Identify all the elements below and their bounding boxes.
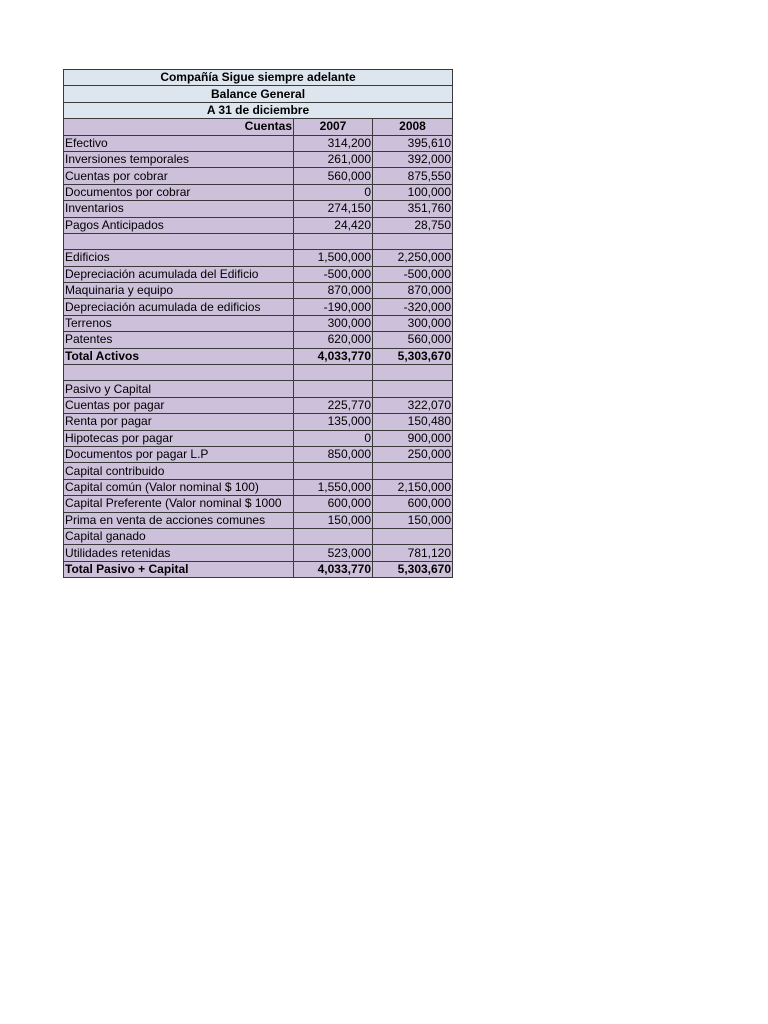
balance-sheet-table	[63, 69, 453, 578]
account-cell: Depreciación acumulada del Edificio	[64, 266, 294, 282]
value-2008-cell: 875,550	[373, 168, 453, 184]
value-2007-cell: 4,033,770	[294, 561, 373, 577]
account-cell: Patentes	[64, 332, 294, 348]
value-2008-cell: 351,760	[373, 201, 453, 217]
value-2008-cell: 150,000	[373, 512, 453, 528]
value-2007-cell: 850,000	[294, 446, 373, 462]
value-2008-cell: 28,750	[373, 217, 453, 233]
table-row	[64, 266, 453, 282]
account-cell: Depreciación acumulada de edificios	[64, 299, 294, 315]
table-row	[64, 217, 453, 233]
value-2008-cell: 600,000	[373, 496, 453, 512]
report-date-row	[64, 102, 453, 118]
table-row	[64, 315, 453, 331]
value-2007-cell	[294, 233, 373, 249]
account-cell: Edificios	[64, 250, 294, 266]
report-date: A 31 de diciembre	[64, 102, 453, 118]
value-2007-cell: 1,550,000	[294, 479, 373, 495]
value-2007-cell: 620,000	[294, 332, 373, 348]
value-2007-cell: -190,000	[294, 299, 373, 315]
table-row	[64, 430, 453, 446]
account-cell: Pasivo y Capital	[64, 381, 294, 397]
account-cell: Documentos por pagar L.P	[64, 446, 294, 462]
value-2007-cell: -500,000	[294, 266, 373, 282]
table-row	[64, 397, 453, 413]
value-2008-cell	[373, 233, 453, 249]
value-2007-cell: 261,000	[294, 151, 373, 167]
table-row	[64, 184, 453, 200]
table-row	[64, 299, 453, 315]
account-cell: Prima en venta de acciones comunes	[64, 512, 294, 528]
column-header-2008: 2008	[373, 119, 453, 135]
value-2007-cell: 225,770	[294, 397, 373, 413]
value-2008-cell: -320,000	[373, 299, 453, 315]
table-row	[64, 135, 453, 151]
table-row	[64, 283, 453, 299]
value-2008-cell: 100,000	[373, 184, 453, 200]
table-row	[64, 545, 453, 561]
value-2007-cell: 300,000	[294, 315, 373, 331]
value-2008-cell: 900,000	[373, 430, 453, 446]
value-2008-cell: 5,303,670	[373, 561, 453, 577]
account-cell: Hipotecas por pagar	[64, 430, 294, 446]
value-2008-cell: 870,000	[373, 283, 453, 299]
value-2008-cell	[373, 528, 453, 544]
table-row	[64, 496, 453, 512]
report-title-row	[64, 86, 453, 102]
value-2008-cell	[373, 463, 453, 479]
value-2007-cell: 523,000	[294, 545, 373, 561]
table-row	[64, 414, 453, 430]
table-row	[64, 512, 453, 528]
value-2007-cell: 314,200	[294, 135, 373, 151]
account-cell: Terrenos	[64, 315, 294, 331]
value-2007-cell: 870,000	[294, 283, 373, 299]
account-cell: Pagos Anticipados	[64, 217, 294, 233]
account-cell: Documentos por cobrar	[64, 184, 294, 200]
value-2007-cell	[294, 528, 373, 544]
value-2007-cell: 560,000	[294, 168, 373, 184]
account-cell: Inventarios	[64, 201, 294, 217]
value-2008-cell: 2,250,000	[373, 250, 453, 266]
table-row	[64, 201, 453, 217]
value-2008-cell: 250,000	[373, 446, 453, 462]
table-row	[64, 250, 453, 266]
account-cell: Cuentas por cobrar	[64, 168, 294, 184]
account-cell: Utilidades retenidas	[64, 545, 294, 561]
account-cell: Capital ganado	[64, 528, 294, 544]
table-row	[64, 151, 453, 167]
value-2007-cell: 24,420	[294, 217, 373, 233]
table-row	[64, 528, 453, 544]
company-title-row	[64, 70, 453, 86]
value-2008-cell: 5,303,670	[373, 348, 453, 364]
column-header-2007: 2007	[294, 119, 373, 135]
value-2007-cell: 150,000	[294, 512, 373, 528]
account-cell: Capital común (Valor nominal $ 100)	[64, 479, 294, 495]
report-title: Balance General	[64, 86, 453, 102]
account-cell: Renta por pagar	[64, 414, 294, 430]
account-cell: Efectivo	[64, 135, 294, 151]
value-2008-cell: 322,070	[373, 397, 453, 413]
account-cell: Maquinaria y equipo	[64, 283, 294, 299]
account-cell: Total Pasivo + Capital	[64, 561, 294, 577]
total-row	[64, 348, 453, 364]
value-2007-cell: 4,033,770	[294, 348, 373, 364]
value-2007-cell	[294, 463, 373, 479]
value-2007-cell: 0	[294, 430, 373, 446]
total-row	[64, 561, 453, 577]
column-header-row	[64, 119, 453, 135]
table-row	[64, 365, 453, 381]
account-cell	[64, 233, 294, 249]
value-2007-cell: 135,000	[294, 414, 373, 430]
account-cell: Capital contribuido	[64, 463, 294, 479]
value-2008-cell: 392,000	[373, 151, 453, 167]
account-cell	[64, 365, 294, 381]
company-title: Compañía Sigue siempre adelante	[64, 70, 453, 86]
account-cell: Inversiones temporales	[64, 151, 294, 167]
table-row	[64, 463, 453, 479]
value-2008-cell: 150,480	[373, 414, 453, 430]
column-header-accounts: Cuentas	[64, 119, 294, 135]
value-2008-cell: 300,000	[373, 315, 453, 331]
account-cell: Cuentas por pagar	[64, 397, 294, 413]
value-2008-cell: 395,610	[373, 135, 453, 151]
value-2007-cell: 0	[294, 184, 373, 200]
value-2007-cell: 1,500,000	[294, 250, 373, 266]
value-2008-cell	[373, 365, 453, 381]
value-2008-cell: 560,000	[373, 332, 453, 348]
table-row	[64, 332, 453, 348]
value-2007-cell: 600,000	[294, 496, 373, 512]
table-row	[64, 381, 453, 397]
value-2008-cell	[373, 381, 453, 397]
value-2007-cell: 274,150	[294, 201, 373, 217]
value-2008-cell: 2,150,000	[373, 479, 453, 495]
value-2008-cell: -500,000	[373, 266, 453, 282]
account-cell: Total Activos	[64, 348, 294, 364]
value-2007-cell	[294, 365, 373, 381]
value-2007-cell	[294, 381, 373, 397]
table-row	[64, 168, 453, 184]
value-2008-cell: 781,120	[373, 545, 453, 561]
table-row	[64, 233, 453, 249]
table-row	[64, 479, 453, 495]
account-cell: Capital Preferente (Valor nominal $ 1000	[64, 496, 294, 512]
table-row	[64, 446, 453, 462]
